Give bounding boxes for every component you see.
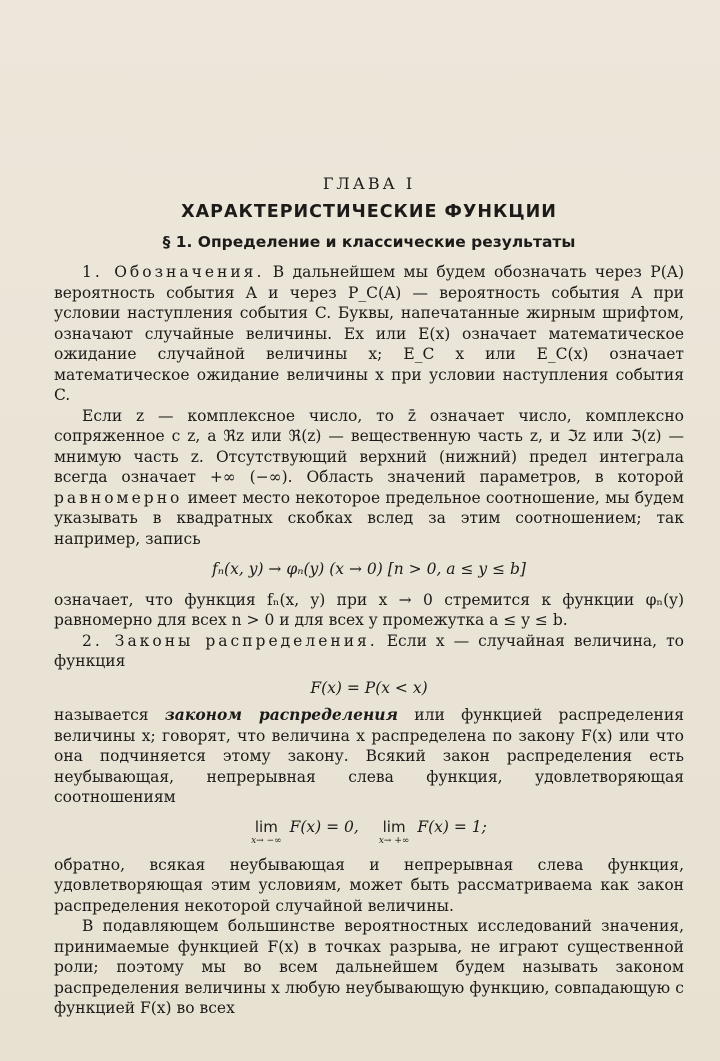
paragraph-complex-numbers <box>54 406 684 550</box>
limit-minus-stack <box>251 818 282 847</box>
paragraph-complex-numbers-part1: Если z — комплексное число, то z̄ означает число, комплексно сопряженное с z, а ℜz или ℜ(z) — вещественную часть z, и ℑz или ℑ(z) — мнимую часть z. Отсутствующий верхний (нижний) предел интеграла всегда означает +∞ (−∞). Область значений параметров, в которой <box>54 406 684 486</box>
limit-minus-infinity <box>251 818 359 847</box>
paragraph-distribution-emphasis: законом распределения <box>164 705 398 724</box>
paragraph-distribution-lead: 2. Законы распределения. <box>82 631 378 650</box>
chapter-label: ГЛАВА I <box>322 174 416 193</box>
paragraph-notation-lead: 1. Обозначения. <box>82 263 265 281</box>
paragraph-distribution-definition <box>54 705 684 808</box>
limit-minus-expression: F(x) = 0, <box>289 817 359 836</box>
limit-minus-subscript: x→ −∞ <box>251 835 282 846</box>
limit-plus-word: lim <box>382 817 406 836</box>
paragraph-notation <box>54 262 684 406</box>
limit-plus-subscript: x→ +∞ <box>378 835 410 846</box>
page-content <box>54 174 684 1019</box>
limit-formulas <box>54 818 684 847</box>
paragraph-complex-numbers-spaced: равномерно <box>54 488 183 507</box>
paragraph-discontinuity: В подавляющем большинстве вероятностных исследований значения, принимаемые функцией F(x) в точках разрыва, не играют существенной роли; поэтому мы во всем дальнейшем будем называть законом распределения величины x любую неубывающую функцию, совпадающую с функцией F(x) во всех <box>54 917 684 1017</box>
limit-minus-word: lim <box>254 817 278 836</box>
paragraph-distribution-text: Если x — случайная величина, то функция <box>54 631 684 670</box>
paragraph-converse: обратно, всякая неубывающая и непрерывная слева функция, удовлетворяющая этим условиям, может быть рассматриваема как закон распределения некоторой случайной величины. <box>54 855 684 915</box>
limit-plus-stack <box>379 818 410 847</box>
paragraph-notation-text: В дальнейшем мы будем обозначать через P(A) вероятность события A и через P_C(A) — вероятность события A при условии наступления события C. Буквы, напечатанные жирным шрифтом, означают случайные величины. Ex или E(x) означает математическое ожидание случайной величины x; E_C x или E_C(x) означает математическое ожидание величины x при условии наступления события C. <box>54 263 685 404</box>
limit-plus-infinity <box>379 818 487 847</box>
formula-uniform-limit: fₙ(x, y) → φₙ(y) (x → 0) [n > 0, a ≤ y ≤ b] <box>212 560 526 578</box>
formula-distribution-function: F(x) = P(x < x) <box>310 678 428 697</box>
paragraph-distribution-definition-part2: или функцией распределения величины x; говорят, что величина x распределена по закону F(x) или что она подчиняется этому закону. Всякий закон распределения есть неубывающая, непрерывная слева функция, удовлетворяющая соотношениям <box>54 706 684 806</box>
paragraph-distribution-definition-part1: называется <box>54 706 165 724</box>
limit-plus-expression: F(x) = 1; <box>417 817 487 836</box>
paragraph-uniform-explanation: означает, что функция fₙ(x, y) при x → 0 стремится к функции φₙ(y) равномерно для всех n > 0 и для всех y промежутка a ≤ y ≤ b. <box>54 590 684 629</box>
paragraph-complex-numbers-part2: имеет место некоторое предельное соотношение, мы будем указывать в квадратных скобках вслед за этим соотношением; так например, запись <box>54 488 684 548</box>
section-title: § 1. Определение и классические результаты <box>162 233 576 251</box>
chapter-title: ХАРАКТЕРИСТИЧЕСКИЕ ФУНКЦИИ <box>181 202 557 222</box>
paragraph-distribution-laws <box>54 631 684 672</box>
